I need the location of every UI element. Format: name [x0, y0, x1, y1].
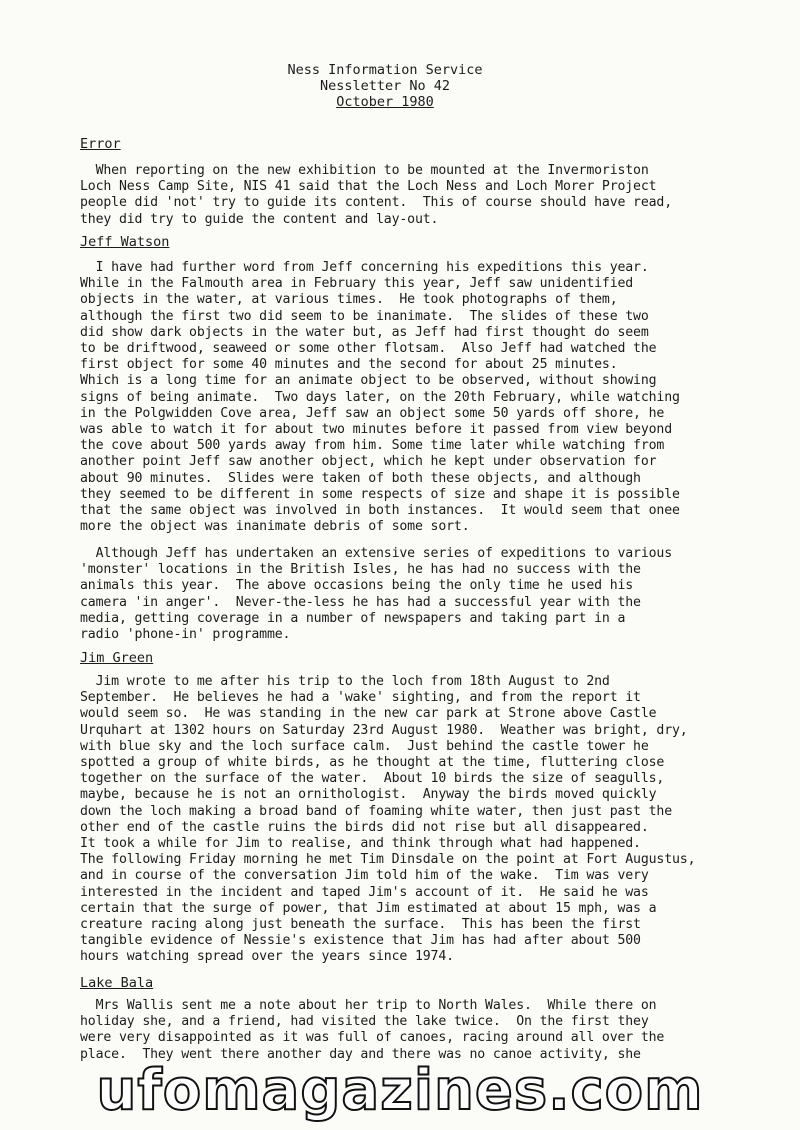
newsletter-date: October 1980 [336, 94, 434, 110]
section-heading-lake-bala: Lake Bala [80, 975, 154, 991]
newsletter-issue: Nessletter No 42 [319, 78, 451, 94]
newsletter-title: Ness Information Service [287, 62, 483, 78]
section-heading-jim-green: Jim Green [80, 650, 154, 666]
section-heading-error: Error [80, 136, 121, 152]
paragraph: Although Jeff has undertaken an extensive series of expeditions to various 'monster' locations in the British Isles, he has had no success with the animals this year. The above occasions being the only time he used his camera 'in anger'. Never-the-less he has had a successful year with the media, getting coverage in a number of newspapers and taking part in a radio 'phone-in' programme. [80, 546, 673, 643]
paragraph: Mrs Wallis sent me a note about her trip to North Wales. While there on holiday she, and a friend, had visited the lake twice. On the first they were very disappointed as it was full of canoes, racing around all over the place. They went there another day and there was no canoe activity, she [80, 998, 665, 1062]
site-watermark: ufomagazines.com [96, 1058, 704, 1123]
newsletter-header [0, 62, 770, 110]
paragraph: I have had further word from Jeff concerning his expeditions this year. While in the Falmouth area in February this year, Jeff saw unidentified objects in the water, at various times. He took photographs of them, although the first two did seem to be inanimate. The slides of these two did show dark objects in the water but, as Jeff had first thought do seem to be driftwood, seaweed or some other flotsam. Also Jeff had watched the first object for some 40 minutes and the second for about 25 minutes. Which is a long time for an animate object to be observed, without showing signs of being animate. Two days later, on the 20th February, while watching in the Polgwidden Cove area, Jeff saw an object some 50 yards off shore, he was able to watch it for about two minutes before it passed from view beyond the cove about 500 yards away from him. Some time later while watching from another point Jeff saw another object, which he kept under observation for about 90 minutes. Slides were taken of both these objects, and although they seemed to be different in some respects of size and shape it is possible that the same object was involved in both instances. It would seem that onee more the object was inanimate debris of some sort. [80, 260, 680, 535]
paragraph: When reporting on the new exhibition to be mounted at the Invermoriston Loch Ness Camp Site, NIS 41 said that the Loch Ness and Loch Morer Project people did 'not' try to guide its content. This of course should have read, they did try to guide the content and lay-out. [80, 163, 673, 227]
section-heading-jeff-watson: Jeff Watson [80, 234, 170, 250]
paragraph: Jim wrote to me after his trip to the loch from 18th August to 2nd September. He believes he had a 'wake' sighting, and from the report it would seem so. He was standing in the new car park at Strone above Castle Urquhart at 1302 hours on Saturday 23rd August 1980. Weather was bright, dry, with blue sky and the loch surface calm. Just behind the castle tower he spotted a group of white birds, as he thought at the time, fluttering close together on the surface of the water. About 10 birds the size of seagulls, maybe, because he is not an ornithologist. Anyway the birds moved quickly down the loch making a broad band of foaming white water, then just past the other end of the castle ruins the birds did not rise but all disappeared. It took a while for Jim to realise, and think through what had happened. The following Friday morning he met Tim Dinsdale on the point at Fort Augustus, and in course of the conversation Jim told him of the wake. Tim was very interested in the incident and taped Jim's account of it. He said he was certain that the surge of power, that Jim estimated at about 15 mph, was a creature racing along just beneath the surface. This has been the first tangible evidence of Nessie's existence that Jim has had after about 500 hours watching spread over the years since 1974. [80, 674, 696, 965]
